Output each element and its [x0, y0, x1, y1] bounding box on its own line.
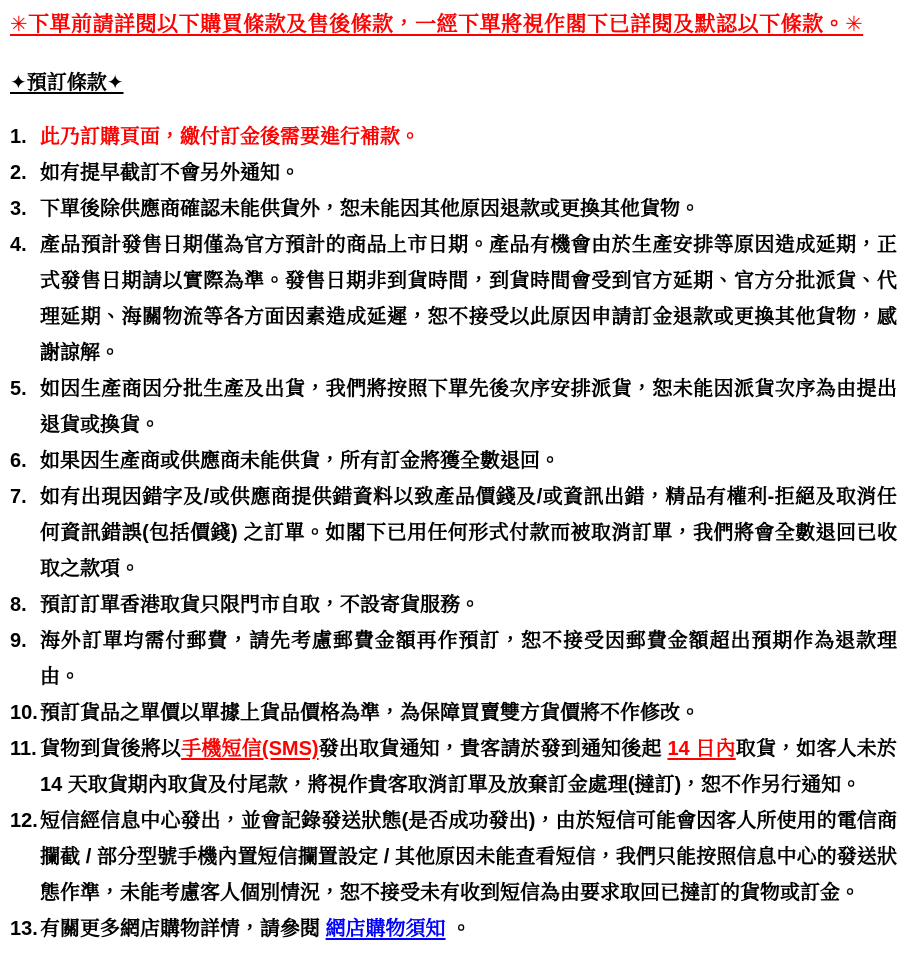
item-text — [40, 803, 897, 911]
list-item — [10, 803, 897, 911]
list-item — [10, 155, 897, 191]
list-item — [10, 227, 897, 371]
text-segment: 如果因生產商或供應商未能供貨，所有訂金將獲全數退回。 — [40, 450, 560, 473]
text-segment: 取貨，如客人未於 14 天取貨期內取貨及付尾款，將視作貴客取消訂單及放棄訂金處理(撻訂)，恕不作另行通知。 — [40, 738, 897, 797]
page-title: ✳下單前請詳閱以下購買條款及售後條款，一經下單將視作閣下已詳閱及默認以下條款。✳ — [10, 13, 864, 36]
text-segment: 貨物到貨後將以 — [40, 738, 182, 761]
text-segment: 如有提早截訂不會另外通知。 — [40, 162, 300, 185]
item-number: 11. — [10, 738, 37, 761]
shop-guide-link[interactable]: 網店購物須知 — [325, 918, 446, 941]
item-text — [40, 623, 897, 695]
text-segment: 海外訂單均需付郵費，請先考慮郵費金額再作預訂，恕不接受因郵費金額超出預期作為退款理由。 — [40, 630, 897, 689]
text-segment: 手機短信(SMS) — [181, 738, 319, 761]
item-text — [40, 443, 897, 479]
item-text — [40, 227, 897, 371]
item-number: 2. — [10, 162, 27, 185]
list-item — [10, 371, 897, 443]
list-item — [10, 479, 897, 587]
text-segment: 短信經信息中心發出，並會記錄發送狀態(是否成功發出)，由於短信可能會因客人所使用的電信商攔截 / 部分型號手機內置短信攔置設定 / 其他原因未能查看短信，我們只能按照信息中心的發送狀態作準，未能考慮客人個別情況，恕不接受未有收到短信為由要求取回已撻訂的貨物或訂金。 — [40, 810, 897, 905]
item-text — [40, 911, 897, 947]
list-item — [10, 623, 897, 695]
list-item — [10, 191, 897, 227]
item-number: 10. — [10, 702, 38, 725]
section-heading: ✦預訂條款✦ — [10, 72, 124, 95]
text-segment: 如有出現因錯字及/或供應商提供錯資料以致產品價錢及/或資訊出錯，精品有權利-拒絕及取消任何資訊錯誤(包括價錢) 之訂單。如閣下已用任何形式付款而被取消訂單，我們將會全數退回已收取之款項。 — [40, 486, 897, 581]
item-text — [40, 731, 897, 803]
item-text — [40, 587, 897, 623]
text-segment: 如因生產商因分批生產及出貨，我們將按照下單先後次序安排派貨，恕未能因派貨次序為由提出退貨或換貨。 — [40, 378, 897, 437]
item-text — [40, 119, 897, 155]
item-number: 3. — [10, 198, 27, 221]
item-text — [40, 155, 897, 191]
text-segment: 14 日內 — [667, 738, 736, 761]
item-text — [40, 479, 897, 587]
text-segment: 有關更多網店購物詳情，請參閱 — [40, 918, 326, 941]
item-number: 9. — [10, 630, 27, 653]
list-item — [10, 695, 897, 731]
text-segment: 預訂訂單香港取貨只限門市自取，不設寄貨服務。 — [40, 594, 480, 617]
list-item — [10, 119, 897, 155]
item-number: 6. — [10, 450, 27, 473]
item-text — [40, 371, 897, 443]
text-segment: 產品預計發售日期僅為官方預計的商品上市日期。產品有機會由於生產安排等原因造成延期，正式發售日期請以實際為準。發售日期非到貨時間，到貨時間會受到官方延期、官方分批派貨、代理延期、海關物流等各方面因素造成延遲，恕不接受以此原因申請訂金退款或更換其他貨物，感謝諒解。 — [40, 234, 897, 365]
text-segment: 下單後除供應商確認未能供貨外，恕未能因其他原因退款或更換其他貨物。 — [40, 198, 700, 221]
item-text — [40, 191, 897, 227]
item-number: 5. — [10, 378, 27, 401]
list-item — [10, 911, 897, 947]
item-number: 8. — [10, 594, 27, 617]
terms-list — [10, 119, 897, 947]
list-item — [10, 731, 897, 803]
item-number: 12. — [10, 810, 38, 833]
list-item — [10, 443, 897, 479]
item-number: 7. — [10, 486, 27, 509]
item-number: 4. — [10, 234, 27, 257]
item-number: 13. — [10, 918, 38, 941]
text-segment: 此乃訂購頁面，繳付訂金後需要進行補款。 — [40, 126, 420, 149]
text-segment: 發出取貨通知，貴客請於發到通知後起 — [318, 738, 668, 761]
text-segment: 預訂貨品之單價以單據上貨品價格為準，為保障買賣雙方貨價將不作修改。 — [40, 702, 700, 725]
list-item — [10, 587, 897, 623]
item-number: 1. — [10, 126, 27, 149]
text-segment: 。 — [445, 918, 472, 941]
item-text — [40, 695, 897, 731]
